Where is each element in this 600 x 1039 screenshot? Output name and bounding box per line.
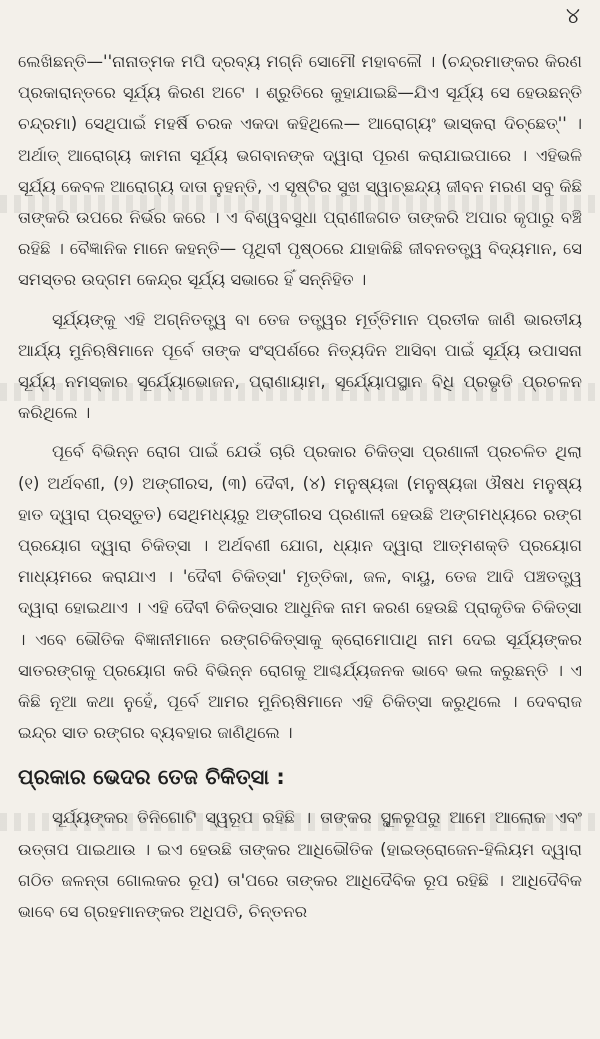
paragraph: ସୂର୍ଯ୍ୟଙ୍କର ତିନିଗୋଟି ସ୍ୱରୂପ ରହିଛି । ତାଙ୍କର ସ୍ଥୂଳରୂପରୁ ଆମେ ଆଲୋକ ଏବଂ ଉତ୍ତାପ ପାଇଥାଉ । ଇଏ ହେଉଛି ତାଙ୍କର ଆଧିଭୌତିକ (ହାଇଡ୍ରୋଜେନ-ହିଲିୟମ ଦ୍ୱାରା ଗଠିତ ଜଳନ୍ତା ଗୋଲକର ରୂପ) ତା'ପରେ ତାଙ୍କର ଆଧିଦୈବିକ ରୂପ ରହିଛି । ଆଧିଦୈବିକ ଭାବେ ସେ ଗ୍ରହମାନଙ୍କର ଅଧିପତି, ଚିନ୍ତନର (18, 808, 582, 922)
page-number: ୪ (565, 4, 580, 29)
section-heading: ପ୍ରକାର ଭେଦର ତେଜ ଚିକିତ୍ସା : (18, 765, 285, 790)
page-content (18, 46, 582, 927)
paragraph: ଲେଖିଛନ୍ତି—''ନାନାତ୍ମକ ମପି ଦ୍ରବ୍ୟ ମଗ୍ନି ସୋମୌ ମହାବଳୌ । (ଚନ୍ଦ୍ରମାଙ୍କର କିରଣ ପ୍ରକାରାନ୍ତରେ ସୂର୍ଯ୍ୟ କିରଣ ଅଟେ । ଶ୍ରୁତିରେ କୁହାଯାଇଛି—ଯିଏ ସୂର୍ଯ୍ୟ ସେ ହେଉଛନ୍ତି ଚନ୍ଦ୍ରମା) ସେଥିପାଇଁ ମହର୍ଷି ଚରକ ଏକଦା କହିଥିଲେ— ଆରୋଗ୍ୟଂ ଭାସ୍କରା ଦିଚ୍ଛେତ୍'' । ଅର୍ଥାତ୍ ଆରୋଗ୍ୟ କାମନା ସୂର୍ଯ୍ୟ ଭଗବାନଙ୍କ ଦ୍ୱାରା ପୂରଣ କରାଯାଇପାରେ । ଏହିଭଳି ସୂର୍ଯ୍ୟ କେବଳ ଆରୋଗ୍ୟ ଦାତା ନୁହନ୍ତି, ଏ ସୃଷ୍ଟିର ସୁଖ ସ୍ୱାଚ୍ଛନ୍ଦ୍ୟ ଜୀବନ ମରଣ ସବୁ କିଛି ତାଙ୍କରି ଉପରେ ନିର୍ଭର କରେ । ଏ ବିଶ୍ୱବସୁଧା ପ୍ରାଣୀଜଗତ ତାଙ୍କରି ଅପାର କୃପାରୁ ବଞ୍ଚି ରହିଛି । ବୈଜ୍ଞାନିକ ମାନେ କହନ୍ତି— ପୃଥିବୀ ପୃଷ୍ଠରେ ଯାହାକିଛି ଜୀବନତତ୍ତ୍ୱ ବିଦ୍ୟମାନ, ସେ ସମସ୍ତର ଉଦ୍‌ଗମ କେନ୍ଦ୍ର ସୂର୍ଯ୍ୟ ସଭାରେ ହିଁ ସନ୍ନିହିତ । (18, 52, 582, 290)
paragraph: ପୂର୍ବେ ବିଭିନ୍ନ ରୋଗ ପାଇଁ ଯେଉଁ ଚାରି ପ୍ରକାର ଚିକିତ୍ସା ପ୍ରଣାଳୀ ପ୍ରଚଳିତ ଥିଲା (୧) ଅର୍ଥବଣୀ, (୨) ଅଙ୍ଗୀରସ, (୩) ଦୈବୀ, (୪) ମନୁଷ୍ୟଜା (ମନୁଷ୍ୟଜା ଔଷଧ ମନୁଷ୍ୟ ହାତ ଦ୍ୱାରା ପ୍ରସ୍ତୁତ) ସେଥିମଧ୍ୟରୁ ଅଙ୍ଗୀରସ ପ୍ରଣାଳୀ ହେଉଛି ଅଙ୍ଗମଧ୍ୟରେ ରଙ୍ଗ ପ୍ରୟୋଗ ଦ୍ୱାରା ଚିକିତ୍ସା । ଅର୍ଥବଣୀ ଯୋଗ, ଧ୍ୟାନ ଦ୍ୱାରା ଆତ୍ମଶକ୍ତି ପ୍ରୟୋଗ ମାଧ୍ୟମରେ କରାଯାଏ । 'ଦୈବୀ ଚିକିତ୍ସା' ମୃତ୍ତିକା, ଜଳ, ବାୟୁ, ତେଜ ଆଦି ପଞ୍ଚତତ୍ତ୍ୱ ଦ୍ୱାରା ହୋଇଥାଏ । ଏହି ଦୈବୀ ଚିକିତ୍ସାର ଆଧୁନିକ ନାମ କରଣ ହେଉଛି ପ୍ରାକୃତିକ ଚିକିତ୍ସା । ଏବେ ଭୌତିକ ବିଜ୍ଞାନୀମାନେ ରଙ୍ଗଚିକିତ୍ସାକୁ କ୍ରୋମୋପାଥି ନାମ ଦେଇ ସୂର୍ଯ୍ୟଙ୍କର ସାତରଙ୍ଗକୁ ପ୍ରୟୋଗ କରି ବିଭିନ୍ନ ରୋଗକୁ ଆଶ୍ଚର୍ଯ୍ୟଜନକ ଭାବେ ଭଲ କରୁଛନ୍ତି । ଏ କିଛି ନୂଆ କଥା ନୁହେଁ, ପୂର୍ବେ ଆମର ମୁନିଋଷିମାନେ ଏହି ଚିକିତ୍ସା କରୁଥିଲେ । ଦେବରାଜ ଇନ୍ଦ୍ର ସାତ ରଙ୍ଗର ବ୍ୟବହାର ଜାଣିଥିଲେ । (18, 442, 582, 743)
paragraph: ସୂର୍ଯ୍ୟଙ୍କୁ ଏହି ଅଗ୍ନିତତ୍ତ୍ୱ ବା ତେଜ ତତ୍ତ୍ୱର ମୂର୍ତ୍ତିମାନ ପ୍ରତୀକ ଜାଣି ଭାରତୀୟ ଆର୍ଯ୍ୟ ମୁନିଋଷିମାନେ ପୂର୍ବେ ତାଙ୍କ ସଂସ୍ପର୍ଶରେ ନିତ୍ୟଦିନ ଆସିବା ପାଇଁ ସୂର୍ଯ୍ୟ ଉପାସନା ସୂର୍ଯ୍ୟ ନମସ୍କାର ସୂର୍ଯ୍ୟୋଭୋଜନ, ପ୍ରାଣାୟାମ, ସୂର୍ଯ୍ୟୋପସ୍ଥାନ ବିଧି ପ୍ରଭୃତି ପ୍ରଚଳନ କରିଥିଲେ । (18, 309, 582, 423)
